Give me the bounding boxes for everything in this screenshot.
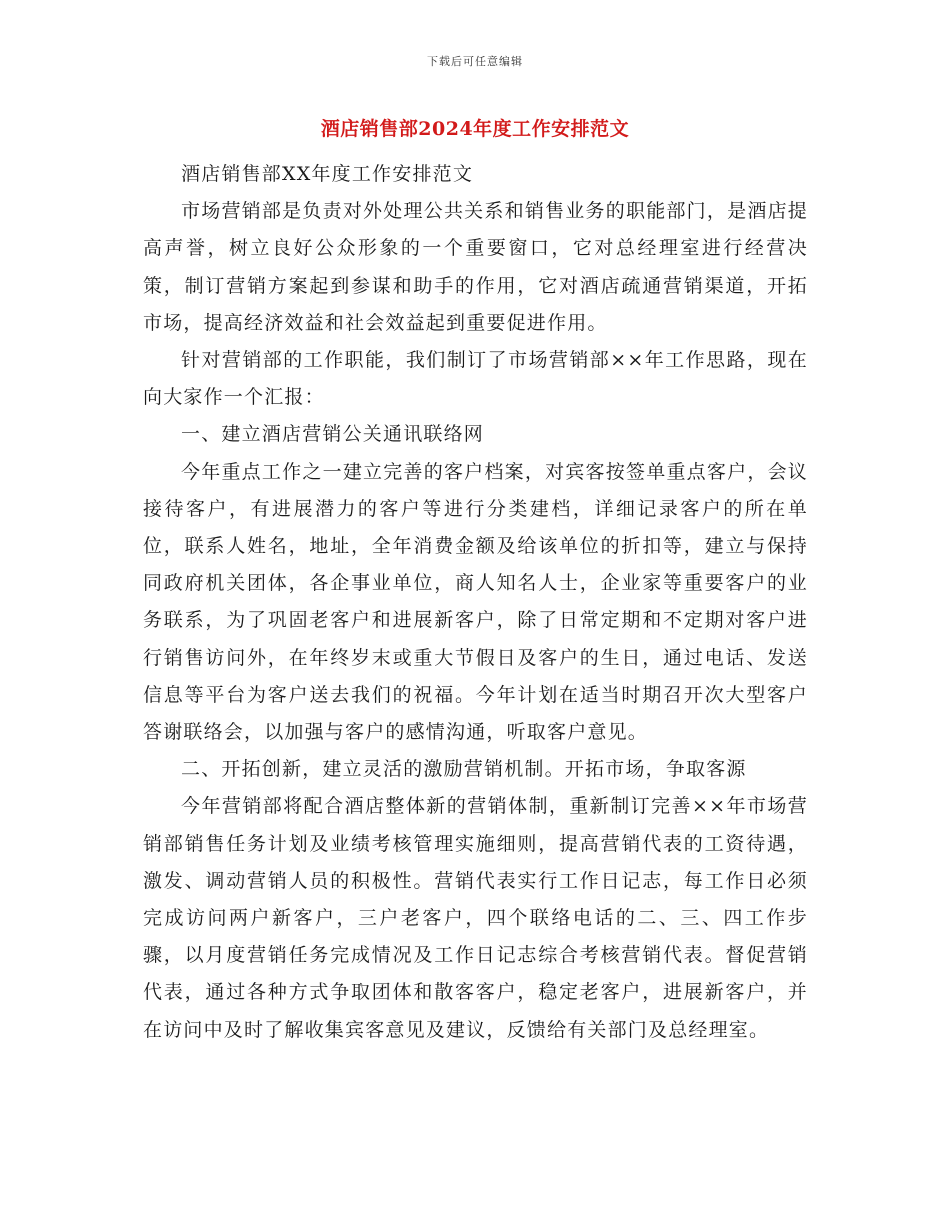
document-body (143, 156, 808, 1049)
document-title: 酒店销售部2024年度工作安排范文 (320, 118, 630, 140)
header-note: 下载后可任意编辑 (427, 55, 523, 68)
paragraph-report: 针对营销部的工作职能，我们制订了市场营销部××年工作思路，现在向大家作一个汇报： (143, 349, 808, 409)
paragraph-section-1: 今年重点工作之一建立完善的客户档案，对宾客按签单重点客户，会议接待客户，有进展潜力的客户等进行分类建档，详细记录客户的所在单位，联系人姓名，地址，全年消费金额及给该单位的折扣等，建立与保持同政府机关团体，各企事业单位，商人知名人士，企业家等重要客户的业务联系，为了巩固老客户和进展新客户，除了日常定期和不定期对客户进行销售访问外，在年终岁末或重大节假日及客户的生日，通过电话、发送信息等平台为客户送去我们的祝福。今年计划在适当时期召开次大型客户答谢联络会，以加强与客户的感情沟通，听取客户意见。 (143, 460, 808, 744)
paragraph-section-2: 今年营销部将配合酒店整体新的营销体制，重新制订完善××年市场营销部销售任务计划及业绩考核管理实施细则，提高营销代表的工资待遇，激发、调动营销人员的积极性。营销代表实行工作日记志，每工作日必须完成访问两户新客户，三户老客户，四个联络电话的二、三、四工作步骤，以月度营销任务完成情况及工作日记志综合考核营销代表。督促营销代表，通过各种方式争取团体和散客客户，稳定老客户，进展新客户，并在访问中及时了解收集宾客意见及建议，反馈给有关部门及总经理室。 (143, 795, 808, 1041)
section-heading-2: 二、开拓创新，建立灵活的激励营销机制。开拓市场，争取客源 (181, 758, 747, 781)
paragraph-subtitle: 酒店销售部XX年度工作安排范文 (181, 163, 474, 185)
paragraph-intro: 市场营销部是负责对外处理公共关系和销售业务的职能部门，是酒店提高声誉，树立良好公众形象的一个重要窗口，它对总经理室进行经营决策，制订营销方案起到参谋和助手的作用，它对酒店疏通营销渠道，开拓市场，提高经济效益和社会效益起到重要促进作用。 (143, 200, 808, 334)
section-heading-1: 一、建立酒店营销公关通讯联络网 (181, 423, 485, 446)
